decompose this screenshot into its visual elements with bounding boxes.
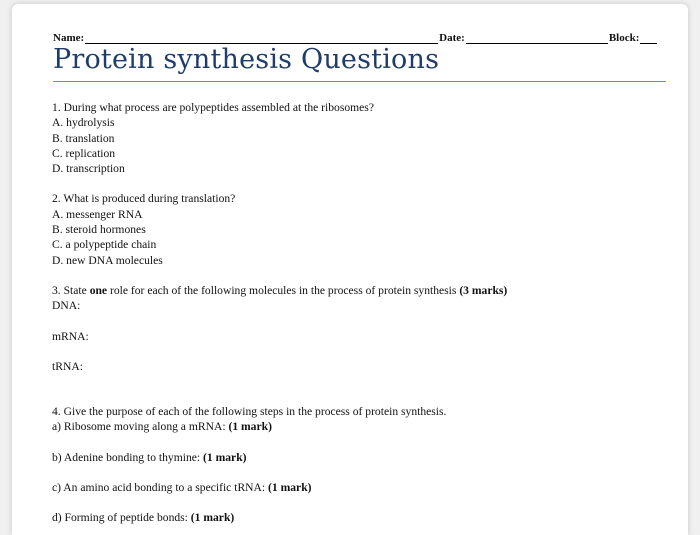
question-4-item-c	[52, 480, 668, 495]
question-4	[52, 404, 668, 525]
question-4-item-b-text: b) Adenine bonding to thymine:	[52, 450, 204, 464]
spacer	[52, 495, 668, 510]
question-2	[52, 191, 668, 267]
worksheet-page	[12, 4, 688, 535]
question-2-option-b: B. steroid hormones	[52, 223, 146, 237]
title-rule	[53, 81, 666, 82]
spacer	[52, 176, 668, 191]
question-4-item-b-marks: (1 mark)	[203, 450, 247, 464]
question-4-item-d-marks: (1 mark)	[190, 511, 235, 525]
questions	[52, 100, 668, 526]
question-4-item-a-text: a) Ribosome moving along a mRNA:	[52, 420, 229, 434]
question-4-item-d-text: d) Forming of peptide bonds:	[52, 511, 191, 525]
question-3-trna: tRNA:	[52, 359, 83, 373]
question-2-option-a: A. messenger RNA	[52, 207, 143, 221]
block-label: Block:	[608, 32, 640, 44]
question-1-option-c: C. replication	[52, 146, 116, 160]
spacer	[52, 268, 668, 283]
block-blank	[640, 33, 657, 44]
question-3-prompt-pre: 3. State	[52, 283, 90, 297]
question-1-option-d: D. transcription	[52, 162, 125, 176]
question-4-item-c-marks: (1 mark)	[268, 481, 312, 495]
question-3	[52, 283, 668, 374]
spacer	[52, 374, 668, 404]
question-1-option-a: A. hydrolysis	[52, 116, 115, 130]
date-blank	[466, 33, 608, 44]
spacer	[52, 435, 668, 450]
question-3-marks: (3 marks)	[459, 283, 508, 297]
date-label: Date:	[439, 32, 465, 44]
name-blank	[85, 33, 438, 44]
question-2-prompt: 2. What is produced during translation?	[52, 192, 236, 206]
page-title: Protein synthesis Questions	[53, 44, 440, 75]
spacer	[52, 344, 668, 359]
spacer	[52, 314, 668, 329]
question-1-prompt: 1. During what process are polypeptides assembled at the ribosomes?	[52, 101, 374, 114]
question-4-item-d	[52, 510, 668, 525]
question-3-prompt-bold: one	[89, 283, 108, 297]
name-label: Name:	[53, 32, 85, 44]
question-4-item-c-text: c) An amino acid bonding to a specific tRNA:	[52, 481, 269, 495]
question-1-option-b: B. translation	[52, 131, 115, 145]
question-2-option-c: C. a polypeptide chain	[52, 238, 157, 252]
question-4-item-b	[52, 450, 668, 465]
header-fields	[53, 32, 662, 44]
spacer	[52, 465, 668, 480]
question-2-option-d: D. new DNA molecules	[52, 253, 163, 267]
question-4-prompt: 4. Give the purpose of each of the following steps in the process of protein synthesis.	[52, 405, 447, 419]
question-3-dna: DNA:	[52, 299, 81, 313]
question-1	[52, 100, 668, 176]
question-4-item-a	[52, 419, 668, 434]
question-4-item-a-marks: (1 mark)	[228, 420, 272, 434]
question-3-prompt	[52, 283, 668, 298]
question-3-mrna: mRNA:	[52, 329, 89, 343]
question-3-prompt-post: role for each of the following molecules in the process of protein synthesis	[107, 283, 460, 297]
